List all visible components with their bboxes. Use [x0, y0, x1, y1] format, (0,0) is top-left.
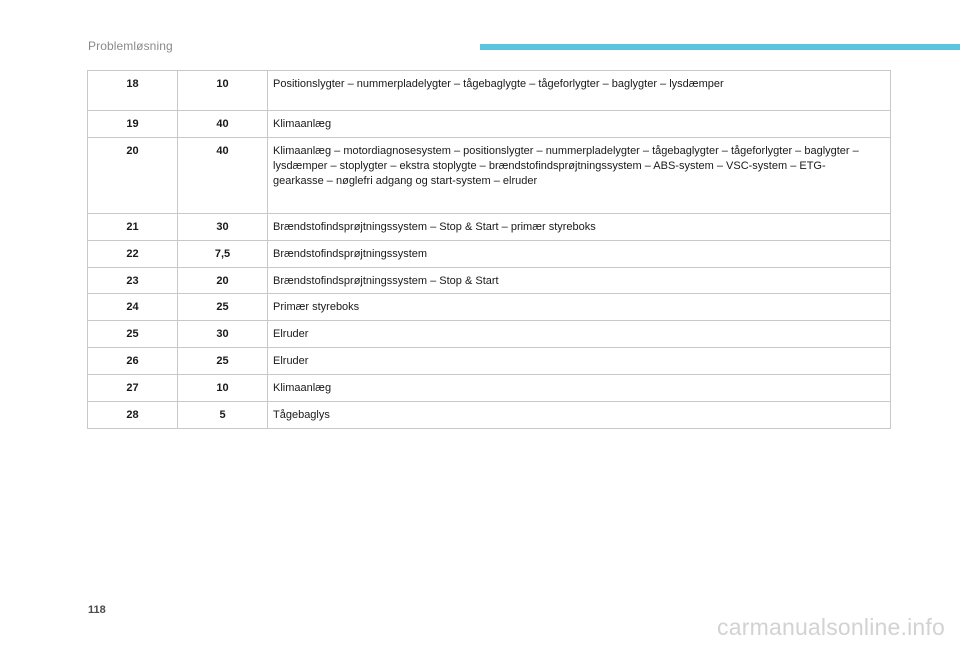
- table-row: [88, 321, 891, 348]
- table-row: [88, 402, 891, 429]
- functions-cell: Positionslygter – nummerpladelygter – tågebaglygte – tågeforlygter – baglygter – lysdæmper: [268, 71, 891, 111]
- table-row: [88, 348, 891, 375]
- table-row: [88, 375, 891, 402]
- fuse-number-cell: 21: [88, 214, 178, 241]
- amperage-cell: 20: [178, 268, 268, 294]
- fuse-number-cell: 24: [88, 294, 178, 321]
- amperage-cell: 25: [178, 348, 268, 375]
- functions-cell: Primær styreboks: [268, 294, 891, 321]
- amperage-cell: 25: [178, 294, 268, 321]
- functions-cell: Klimaanlæg – motordiagnosesystem – positionslygter – nummerpladelygter – tågebaglygter – tågeforlygter – baglygter – lysdæmper – stoplygter – ekstra stoplygte – brændstofindsprøjtningssystem – ABS-system – VSC-system – ETG-gearkasse – nøglefri adgang og start-system – elruder: [268, 138, 891, 214]
- amperage-cell: 7,5: [178, 241, 268, 268]
- functions-cell: Klimaanlæg: [268, 111, 891, 138]
- amperage-cell: 10: [178, 375, 268, 402]
- fuse-number-cell: 28: [88, 402, 178, 429]
- page-number: 118: [88, 604, 106, 616]
- table-row: [88, 294, 891, 321]
- amperage-cell: 10: [178, 71, 268, 111]
- fuse-number-cell: 20: [88, 138, 178, 214]
- section-title: Problemløsning: [88, 39, 173, 53]
- functions-cell: Elruder: [268, 348, 891, 375]
- functions-cell: Elruder: [268, 321, 891, 348]
- header-accent-bar: [480, 44, 960, 50]
- fuse-number-cell: 26: [88, 348, 178, 375]
- amperage-cell: 5: [178, 402, 268, 429]
- functions-cell: Brændstofindsprøjtningssystem: [268, 241, 891, 268]
- table-row: [88, 138, 891, 214]
- functions-cell: Brændstofindsprøjtningssystem – Stop & Start – primær styreboks: [268, 214, 891, 241]
- fuse-number-cell: 23: [88, 268, 178, 294]
- table-row: [88, 268, 891, 294]
- fuse-number-cell: 18: [88, 71, 178, 111]
- amperage-cell: 40: [178, 138, 268, 214]
- table-row: [88, 111, 891, 138]
- watermark: carmanualsonline.info: [717, 614, 945, 640]
- functions-cell: Tågebaglys: [268, 402, 891, 429]
- fuse-number-cell: 25: [88, 321, 178, 348]
- amperage-cell: 30: [178, 321, 268, 348]
- fuse-number-cell: 27: [88, 375, 178, 402]
- functions-cell: Brændstofindsprøjtningssystem – Stop & Start: [268, 268, 891, 294]
- amperage-cell: 30: [178, 214, 268, 241]
- fuse-number-cell: 22: [88, 241, 178, 268]
- fuse-number-cell: 19: [88, 111, 178, 138]
- table-row: [88, 71, 891, 111]
- amperage-cell: 40: [178, 111, 268, 138]
- functions-cell: Klimaanlæg: [268, 375, 891, 402]
- fuse-table: [87, 70, 891, 429]
- table-row: [88, 241, 891, 268]
- table-row: [88, 214, 891, 241]
